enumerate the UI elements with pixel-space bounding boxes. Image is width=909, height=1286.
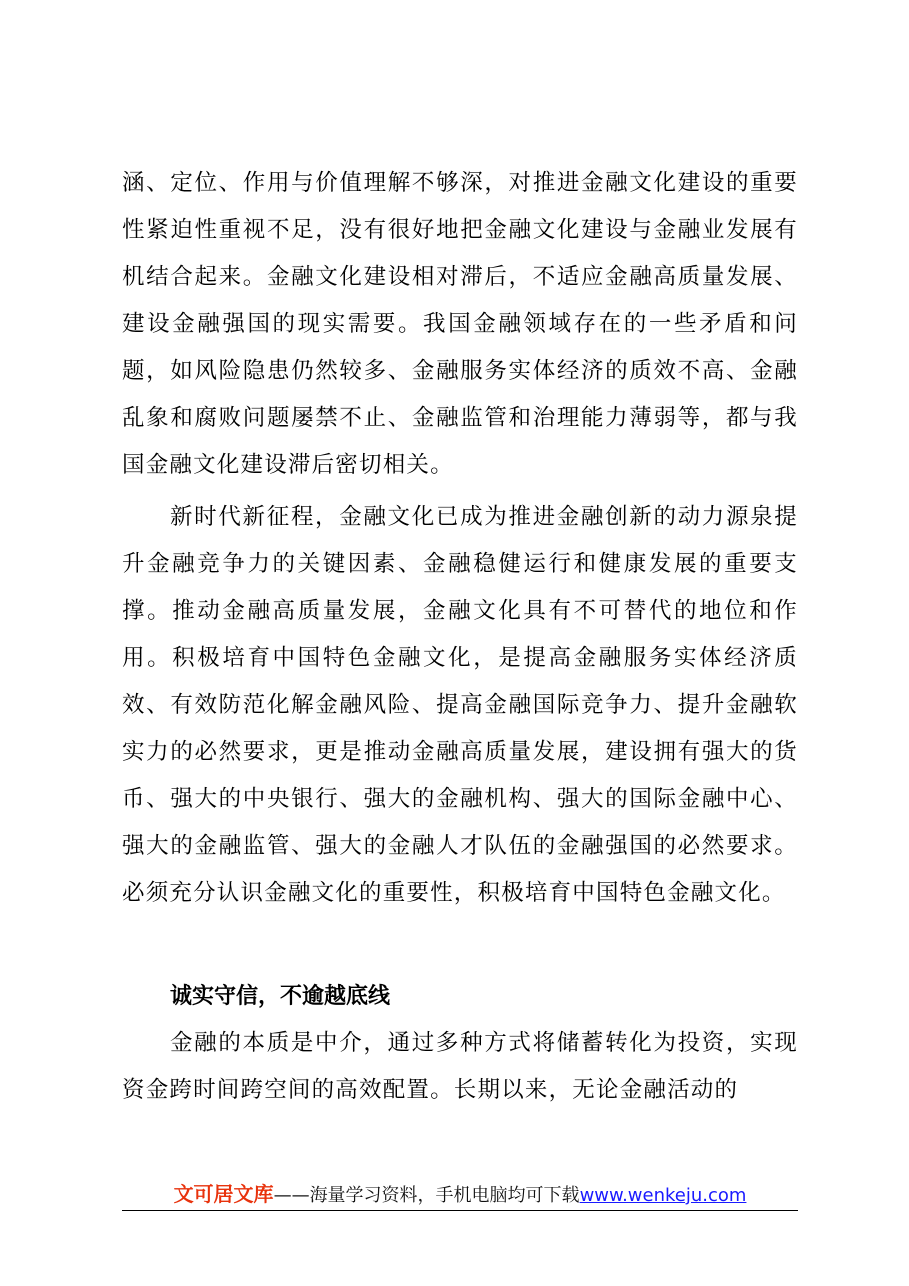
footer-brand: 文可居文库 xyxy=(173,1182,274,1206)
paragraph-1: 涵、定位、作用与价值理解不够深，对推进金融文化建设的重要性紧迫性重视不足，没有很好地把金融文化建设与金融业发展有机结合起来。金融文化建设相对滞后，不适应金融高质量发展、建设金融强国的现实需要。我国金融领域存在的一些矛盾和问题，如风险隐患仍然较多、金融服务实体经济的质效不高、金融乱象和腐败问题屡禁不止、金融监管和治理能力薄弱等，都与我国金融文化建设滞后密切相关。 xyxy=(122,170,798,478)
paragraph-2: 新时代新征程，金融文化已成为推进金融创新的动力源泉提升金融竞争力的关键因素、金融稳健运行和健康发展的重要支撑。推动金融高质量发展，金融文化具有不可替代的地位和作用。积极培育中国特色金融文化，是提高金融服务实体经济质效、有效防范化解金融风险、提高金融国际竞争力、提升金融软实力的必然要求，更是推动金融高质量发展，建设拥有强大的货币、强大的中央银行、强大的金融机构、强大的国际金融中心、强大的金融监管、强大的金融人才队伍的金融强国的必然要求。必须充分认识金融文化的重要性，积极培育中国特色金融文化。 xyxy=(122,504,798,906)
page-footer xyxy=(122,1179,798,1209)
paragraph-3: 金融的本质是中介，通过多种方式将储蓄转化为投资，实现资金跨时间跨空间的高效配置。长期以来，无论金融活动的 xyxy=(122,1030,798,1103)
footer-tagline: ——海量学习资料，手机电脑均可下载 xyxy=(273,1185,580,1206)
section-heading: 诚实守信，不逾越底线 xyxy=(170,984,391,1009)
footer-divider xyxy=(122,1210,798,1211)
footer-link[interactable]: www.wenkeju.com xyxy=(579,1185,747,1206)
